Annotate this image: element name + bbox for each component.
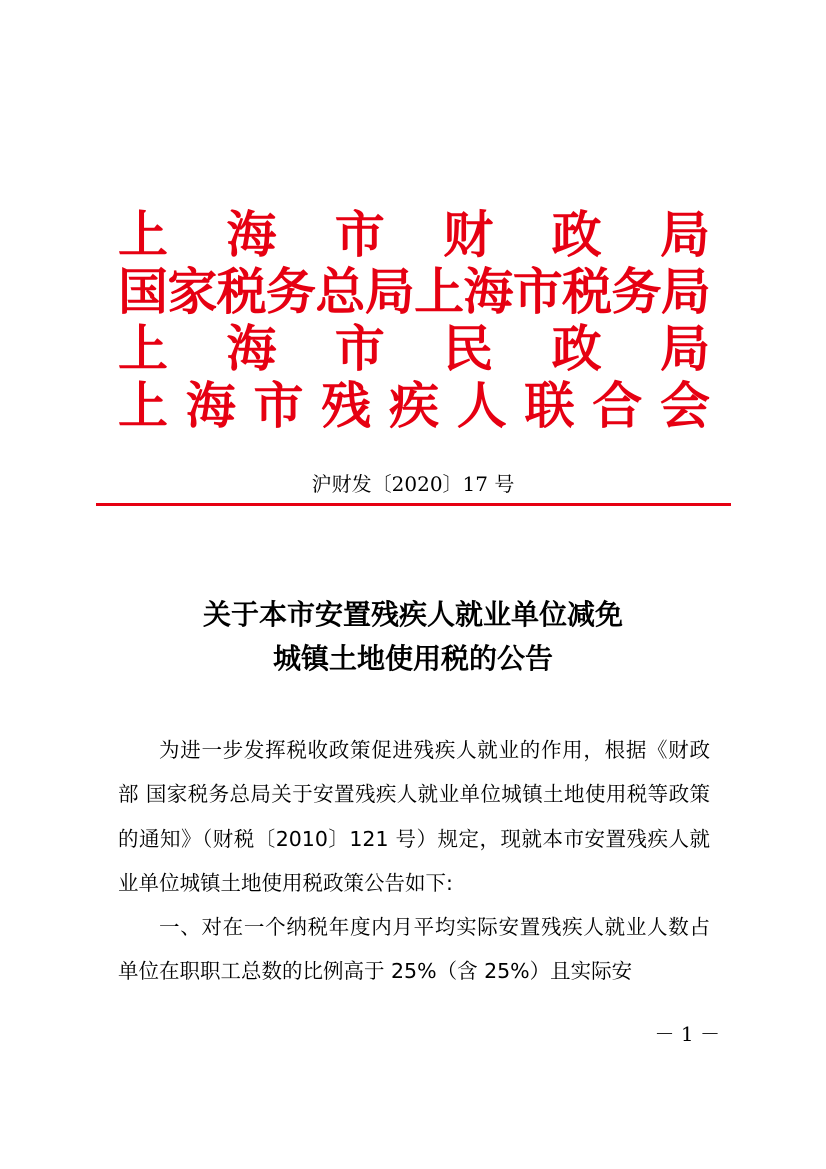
authority-char: 会: [660, 376, 710, 435]
authority-char: 财: [443, 205, 494, 264]
red-separator-line: [96, 503, 731, 506]
authority-char: 海: [226, 319, 277, 378]
authority-char: 政: [551, 205, 602, 264]
authority-line-2: [118, 263, 710, 320]
authority-char: 市: [334, 205, 385, 264]
authority-char: 上: [118, 205, 168, 264]
title-line-2: 城镇土地使用税的公告: [272, 642, 553, 675]
document-number: 沪财发〔2020〕17 号: [311, 472, 515, 496]
page-number: － 1 －: [654, 1022, 720, 1046]
authority-char: 疾: [389, 376, 439, 435]
body-paragraph-1: 为进一步发挥税收政策促进残疾人就业的作用，根据《财政部 国家税务总局关于安置残疾人就业单位城镇土地使用税等政策的通知》（财税〔2010〕121 号）规定，现就本市安置残疾人就业单位城镇土地使用税政策公告如下:: [118, 738, 710, 895]
authority-char: 局: [659, 319, 710, 378]
document-title: [0, 593, 826, 681]
authority-char: 民: [443, 319, 494, 378]
authority-char: 政: [551, 319, 602, 378]
authority-char: 合: [592, 376, 643, 435]
authority-line-3: [118, 320, 710, 377]
authority-char: 海: [226, 205, 277, 264]
authority-char: 人: [456, 376, 507, 435]
authority-line-1: [118, 206, 710, 263]
document-body: [118, 728, 710, 994]
authority-char: 上: [118, 376, 168, 435]
authority-line-4: [118, 377, 710, 434]
authority-char: 残: [321, 376, 372, 435]
authority-char: 市: [253, 376, 304, 435]
authority-text: 国家税务总局上海市税务局: [118, 262, 710, 321]
authority-char: 局: [659, 205, 710, 264]
title-line-1: 关于本市安置残疾人就业单位减免: [202, 598, 623, 631]
issuing-authorities-header: [118, 206, 710, 434]
authority-char: 市: [334, 319, 385, 378]
authority-char: 上: [118, 319, 168, 378]
authority-char: 海: [185, 376, 236, 435]
authority-char: 联: [524, 376, 575, 435]
body-paragraph-2: 一、对在一个纳税年度内月平均实际安置残疾人就业人数占单位在职职工总数的比例高于 25%（含 25%）且实际安: [118, 915, 710, 984]
